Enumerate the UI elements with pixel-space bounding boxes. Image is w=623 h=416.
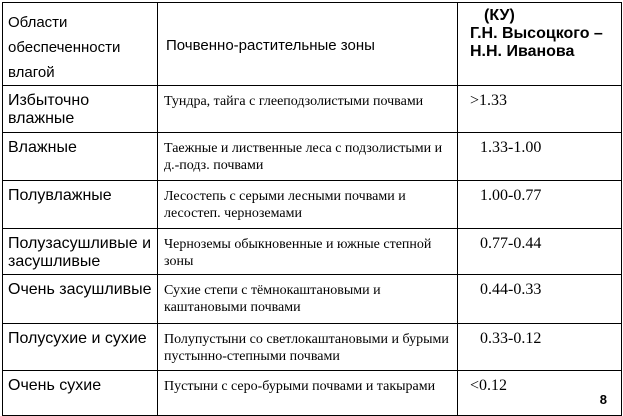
area-cell	[3, 86, 158, 133]
header-areas-label: Области обеспеченности влагой	[8, 14, 121, 81]
ku-value: 1.33-1.00	[480, 139, 542, 156]
page-number: 8	[599, 392, 607, 407]
header-zones-label: Почвенно-растительные зоны	[166, 37, 375, 54]
ku-cell	[458, 181, 622, 229]
area-cell	[3, 133, 158, 181]
ku-value: <0.12	[470, 377, 508, 394]
zone-description: Лесостепь с серыми лесными почвами и лесостеп. черноземами	[164, 189, 406, 221]
ku-cell	[458, 324, 622, 371]
ku-value: >1.33	[470, 92, 508, 109]
table-row	[3, 86, 622, 133]
area-name: Очень сухие	[8, 377, 102, 394]
table-row	[3, 275, 622, 324]
table-row	[3, 181, 622, 229]
table-header-row	[3, 3, 622, 86]
ku-value: 0.44-0.33	[480, 281, 542, 298]
zones-cell	[158, 133, 458, 181]
ku-value: 0.33-0.12	[480, 330, 542, 347]
ku-cell	[458, 86, 622, 133]
area-name: Избыточно влажные	[8, 92, 90, 127]
zone-description: Тундра, тайга с глееподзолистыми почвами	[164, 94, 424, 109]
ku-value: 0.77-0.44	[480, 235, 542, 252]
area-name: Полузасушливые и засушливые	[8, 235, 152, 270]
header-ku-line1: Г.Н. Высоцкого –	[470, 25, 603, 42]
ku-cell	[458, 275, 622, 324]
zone-description: Пустыни с серо-бурыми почвами и такырами	[164, 379, 436, 394]
header-ku-title: (КУ)	[484, 7, 515, 24]
zones-cell	[158, 86, 458, 133]
area-name: Полусухие и сухие	[8, 330, 147, 347]
header-cell-zones	[158, 3, 458, 86]
zones-cell	[158, 324, 458, 371]
moisture-zones-table	[2, 2, 622, 416]
table-row	[3, 133, 622, 181]
area-cell	[3, 324, 158, 371]
table-row	[3, 229, 622, 275]
area-cell	[3, 181, 158, 229]
area-name: Полувлажные	[8, 187, 112, 204]
zones-cell	[158, 275, 458, 324]
area-name: Влажные	[8, 139, 77, 156]
area-cell	[3, 229, 158, 275]
ku-cell	[458, 229, 622, 275]
ku-value: 1.00-0.77	[480, 187, 542, 204]
table-row	[3, 324, 622, 371]
header-ku-line2: Н.Н. Иванова	[470, 43, 575, 60]
zone-description: Сухие степи с тёмнокаштановыми и каштановыми почвами	[164, 283, 381, 315]
area-cell	[3, 275, 158, 324]
zone-description: Полупустыни со светлокаштановыми и бурыми пустынно-степными почвами	[164, 332, 449, 364]
header-cell-areas	[3, 3, 158, 86]
header-cell-ku	[458, 3, 622, 86]
zone-description: Таежные и лиственные леса с подзолистыми и д.-подз. почвами	[164, 141, 443, 173]
zones-cell	[158, 229, 458, 275]
area-name: Очень засушливые	[8, 281, 152, 298]
zones-cell	[158, 181, 458, 229]
ku-cell	[458, 133, 622, 181]
zone-description: Черноземы обыкновенные и южные степной зоны	[164, 237, 432, 269]
